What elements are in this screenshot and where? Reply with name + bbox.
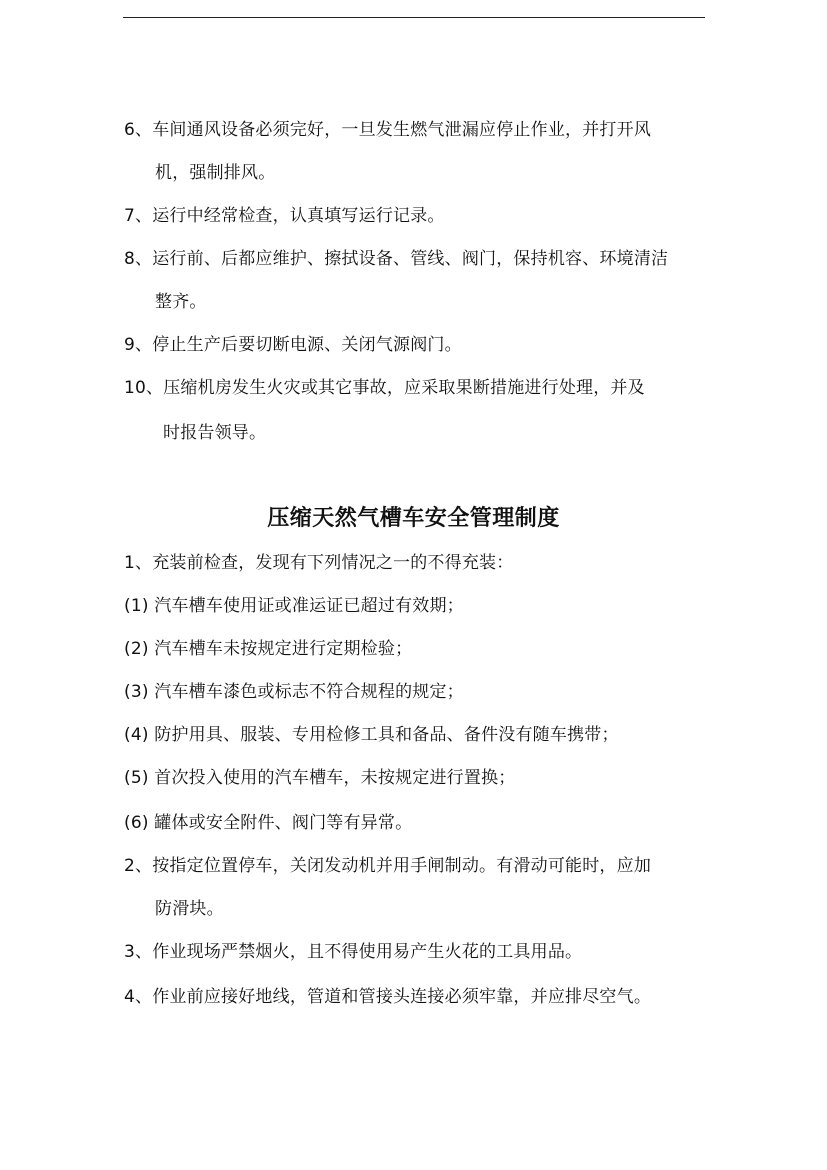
rule-item-6-line2: 机，强制排风。 xyxy=(155,163,276,183)
tanker-item-2-line2: 防滑块。 xyxy=(155,899,224,919)
tanker-subitem-4: (4) 防护用具、服装、专用检修工具和备品、备件没有随车携带； xyxy=(124,725,619,745)
tanker-subitem-1: (1) 汽车槽车使用证或准运证已超过有效期； xyxy=(124,596,464,616)
rule-item-8-line2: 整齐。 xyxy=(155,292,207,312)
tanker-item-3: 3、作业现场严禁烟火，且不得使用易产生火花的工具用品。 xyxy=(124,942,583,962)
header-rule xyxy=(123,17,705,18)
rule-item-8-line1: 8、运行前、后都应维护、擦拭设备、管线、阀门，保持机容、环境清洁 xyxy=(124,249,669,269)
tanker-item-2-line1: 2、按指定位置停车，关闭发动机并用手闸制动。有滑动可能时，应加 xyxy=(124,856,652,876)
tanker-item-1: 1、充装前检查，发现有下列情况之一的不得充装： xyxy=(124,553,514,573)
tanker-item-4: 4、作业前应接好地线，管道和管接头连接必须牢靠，并应排尽空气。 xyxy=(124,987,652,1007)
rule-item-10-line2: 时报告领导。 xyxy=(163,423,267,443)
tanker-subitem-6: (6) 罐体或安全附件、阀门等有异常。 xyxy=(124,813,413,833)
rule-item-6-line1: 6、车间通风设备必须完好，一旦发生燃气泄漏应停止作业，并打开风 xyxy=(124,120,652,140)
section-title: 压缩天然气槽车安全管理制度 xyxy=(267,506,560,531)
tanker-subitem-3: (3) 汽车槽车漆色或标志不符合规程的规定； xyxy=(124,682,464,702)
tanker-subitem-2: (2) 汽车槽车未按规定进行定期检验； xyxy=(124,639,413,659)
rule-item-7: 7、运行中经常检查，认真填写运行记录。 xyxy=(124,206,445,226)
rule-item-9: 9、停止生产后要切断电源、关闭气源阀门。 xyxy=(124,335,462,355)
tanker-subitem-5: (5) 首次投入使用的汽车槽车，未按规定进行置换； xyxy=(124,768,516,788)
rule-item-10-line1: 10、压缩机房发生火灾或其它事故，应采取果断措施进行处理，并及 xyxy=(124,378,645,398)
